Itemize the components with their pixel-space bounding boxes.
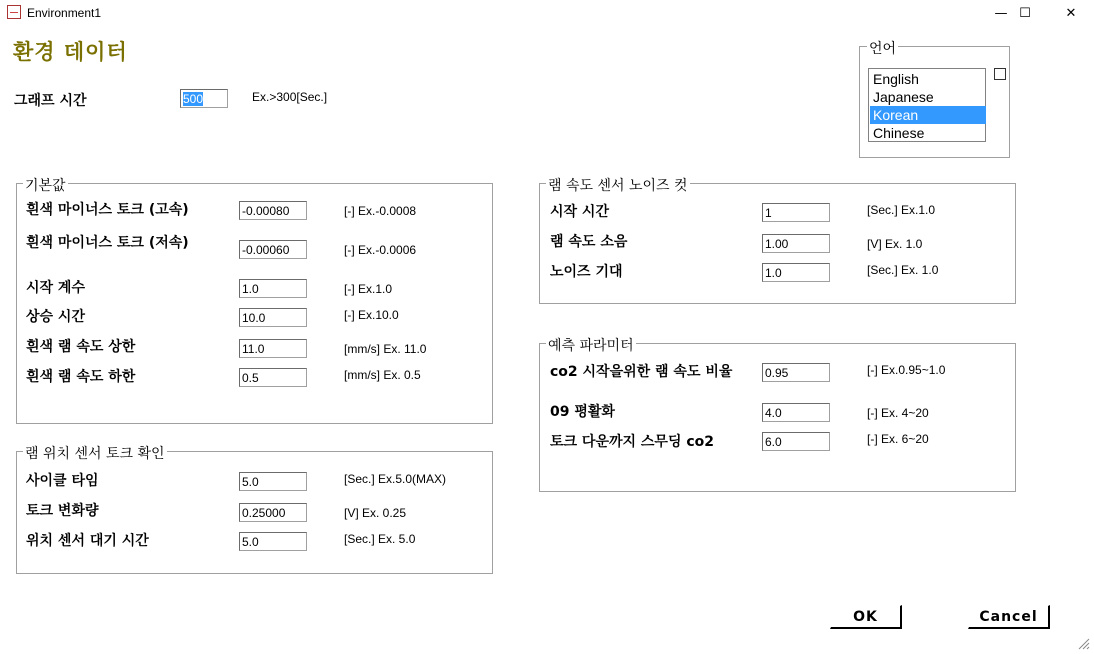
language-legend: 언어 [867, 38, 898, 58]
close-icon[interactable]: ✕ [1065, 5, 1077, 21]
graph-time-label: 그래프 시간 [14, 93, 87, 109]
prediction-input-1[interactable]: 4.0 [762, 403, 830, 422]
ram-position-input-0[interactable]: 5.0 [239, 472, 307, 491]
defaults-input-4[interactable]: 11.0 [239, 339, 307, 358]
maximize-icon[interactable]: ☐ [1019, 5, 1031, 21]
prediction-input-0[interactable]: 0.95 [762, 363, 830, 382]
language-option-english[interactable]: English [873, 71, 919, 87]
defaults-hint-5: [mm/s] Ex. 0.5 [344, 368, 421, 382]
ram-noise-label-2: 노이즈 기대 [550, 264, 623, 280]
graph-time-value: 500 [183, 92, 204, 106]
ok-button[interactable]: OK [830, 605, 902, 629]
ram-position-input-1[interactable]: 0.25000 [239, 503, 307, 522]
cancel-button[interactable]: Cancel [968, 605, 1050, 629]
ram-noise-hint-2: [Sec.] Ex. 1.0 [867, 263, 939, 277]
ram-noise-input-2[interactable]: 1.0 [762, 263, 830, 282]
ram-noise-hint-1: [V] Ex. 1.0 [867, 237, 923, 251]
defaults-input-1[interactable]: -0.00060 [239, 240, 307, 259]
defaults-input-5[interactable]: 0.5 [239, 368, 307, 387]
ram-noise-input-0[interactable]: 1 [762, 203, 830, 222]
defaults-label-4: 흰색 램 속도 상한 [26, 339, 136, 355]
defaults-hint-4: [mm/s] Ex. 11.0 [344, 342, 427, 356]
resize-grip-icon[interactable] [1078, 638, 1090, 650]
language-option-japanese[interactable]: Japanese [873, 89, 934, 105]
prediction-input-2[interactable]: 6.0 [762, 432, 830, 451]
defaults-hint-0: [-] Ex.-0.0008 [344, 204, 417, 218]
defaults-label-2: 시작 계수 [26, 280, 85, 296]
graph-time-input[interactable] [180, 89, 228, 108]
defaults-hint-3: [-] Ex.10.0 [344, 308, 399, 322]
ram-noise-legend: 램 속도 센서 노이즈 컷 [546, 175, 690, 195]
ram-noise-input-1[interactable]: 1.00 [762, 234, 830, 253]
ram-position-hint-2: [Sec.] Ex. 5.0 [344, 532, 416, 546]
ram-position-label-1: 토크 변화량 [26, 503, 99, 519]
title-bar [0, 0, 1094, 26]
prediction-label-2: 토크 다운까지 스무딩 co2 [550, 434, 714, 450]
defaults-hint-1: [-] Ex.-0.0006 [344, 243, 417, 257]
ram-position-hint-0: [Sec.] Ex.5.0(MAX) [344, 472, 447, 486]
defaults-input-3[interactable]: 10.0 [239, 308, 307, 327]
ram-position-hint-1: [V] Ex. 0.25 [344, 506, 407, 520]
defaults-label-5: 흰색 램 속도 하한 [26, 369, 136, 385]
ram-position-input-2[interactable]: 5.0 [239, 532, 307, 551]
language-checkbox[interactable] [994, 68, 1006, 80]
ram-noise-label-1: 램 속도 소음 [550, 234, 628, 250]
language-option-korean[interactable]: Korean [870, 106, 986, 124]
minimize-icon[interactable]: — [994, 5, 1008, 21]
language-listbox[interactable] [868, 68, 986, 142]
prediction-legend: 예측 파라미터 [546, 335, 636, 355]
defaults-input-2[interactable]: 1.0 [239, 279, 307, 298]
ram-position-label-2: 위치 센서 대기 시간 [26, 533, 149, 549]
defaults-label-3: 상승 시간 [26, 309, 85, 325]
ram-noise-label-0: 시작 시간 [550, 204, 609, 220]
defaults-label-0: 흰색 마이너스 토크 (고속) [26, 202, 189, 218]
ram-position-legend: 램 위치 센서 토크 확인 [23, 443, 167, 463]
window-title: Environment1 [27, 6, 102, 20]
defaults-input-0[interactable]: -0.00080 [239, 201, 307, 220]
ram-noise-hint-0: [Sec.] Ex.1.0 [867, 203, 936, 217]
ram-position-label-0: 사이클 타임 [26, 473, 99, 489]
prediction-hint-1: [-] Ex. 4~20 [867, 406, 929, 420]
graph-time-hint: Ex.>300[Sec.] [252, 90, 328, 104]
prediction-label-1: 09 평활화 [550, 404, 615, 420]
language-option-chinese[interactable]: Chinese [873, 125, 925, 141]
page-title: 환경 데이터 [13, 40, 128, 64]
defaults-label-1: 흰색 마이너스 토크 (저속) [26, 235, 189, 251]
prediction-hint-2: [-] Ex. 6~20 [867, 432, 929, 446]
defaults-legend: 기본값 [23, 175, 68, 195]
app-icon [7, 5, 21, 19]
prediction-hint-0: [-] Ex.0.95~1.0 [867, 363, 946, 377]
defaults-hint-2: [-] Ex.1.0 [344, 282, 393, 296]
prediction-label-0: co2 시작을위한 램 속도 비율 [550, 364, 733, 380]
